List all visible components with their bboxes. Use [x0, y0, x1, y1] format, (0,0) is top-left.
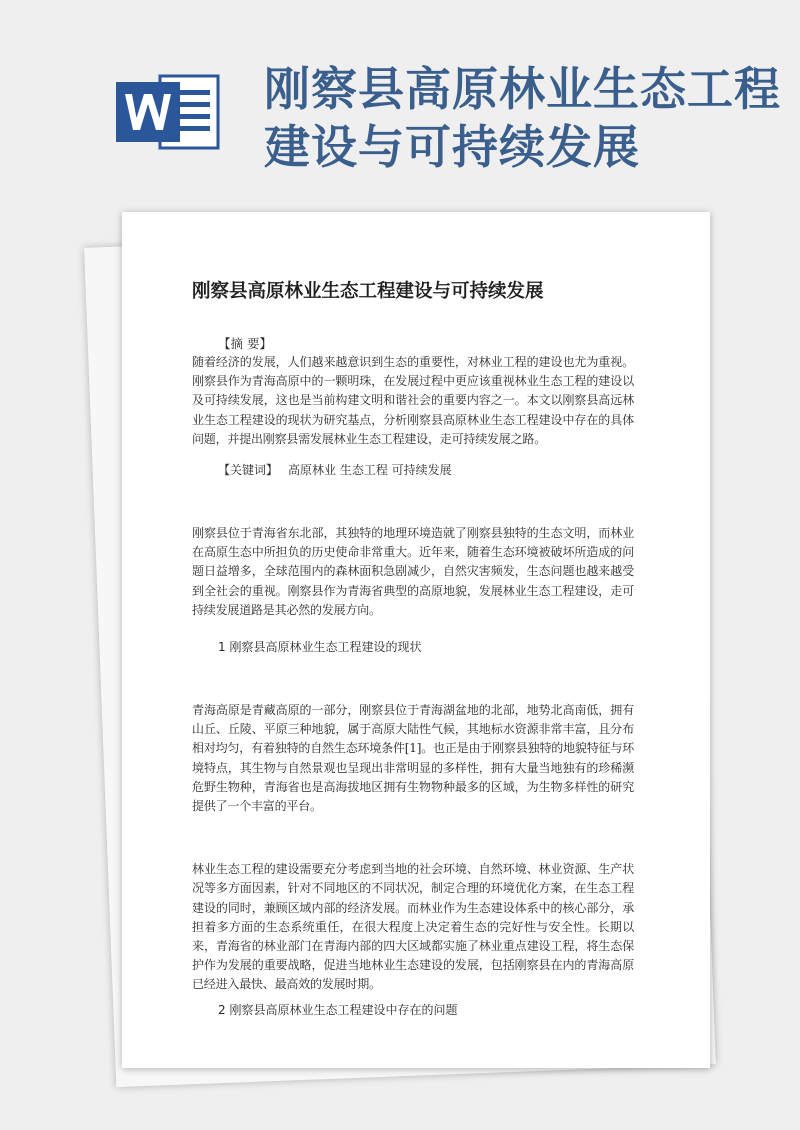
document-title: 刚察县高原林业生态工程建设与可持续发展 [192, 281, 544, 302]
section-1-paragraph-1: 青海高原是青藏高原的一部分，刚察县位于青海湖盆地的北部，地势北高南低，拥有山丘、丘陵、平原三种地貌，属于高原大陆性气候，其地标水资源非常丰富，且分布相对均匀，有着独特的自然生态环境条件[1]。也正是由于刚察县独特的地貌特征与环境特点，其生物与自然景观也呈现出非常明显的多样性，拥有大量当地独有的珍稀濒危野生物种，青海省也是高海拔地区拥有生物物种最多的区域，为生物多样性的研究提供了一个丰富的平台。 [192, 703, 634, 814]
spacer [192, 480, 634, 524]
spacer [192, 816, 634, 860]
abstract-label: 【摘 要】 [218, 336, 272, 351]
document-page [122, 212, 710, 1068]
document-body [192, 278, 634, 1020]
preview-banner [0, 0, 800, 200]
keywords-line [192, 461, 634, 480]
word-document-icon [116, 72, 220, 152]
spacer [192, 657, 634, 701]
intro-paragraph: 刚察县位于青海省东北部，其独特的地理环境造就了刚察县独特的生态文明，而林业在高原生态中所担负的历史使命非常重大。近年来，随着生态环境被破坏所造成的问题日益增多，全球范围内的森林面积急剧减少，自然灾害频发，生态问题也越来越受到全社会的重视。刚察县作为青海省典型的高原地貌，发展林业生态工程建设，走可持续发展道路是其必然的发展方向。 [192, 526, 634, 617]
banner-title: 刚察县高原林业生态工程建设与可持续发展 [264, 62, 781, 174]
section-2-heading: 2 刚察县高原林业生态工程建设中存在的问题 [218, 1002, 458, 1017]
keywords-text: 高原林业 生态工程 可持续发展 [288, 463, 452, 478]
section-1-paragraph-2: 林业生态工程的建设需要充分考虑到当地的社会环境、自然环境、林业资源、生产状况等多方面因素，针对不同地区的不同状况，制定合理的环境优化方案，在生态工程建设的同时，兼顾区域内部的经济发展。而林业作为生态建设体系中的核心部分，承担着多方面的生态系统重任，在很大程度上决定着生态的完好性与安全性。长期以来，青海省的林业部门在青海内部的四大区域都实施了林业重点建设工程，将生态保护作为发展的重要战略，促进当地林业生态建设的发展，包括刚察县在内的青海高原已经进入最快、最高效的发展时期。 [192, 862, 634, 992]
abstract-text: 随着经济的发展，人们越来越意识到生态的重要性，对林业工程的建设也尤为重视。刚察县作为青海高原中的一颗明珠，在发展过程中更应该重视林业生态工程的建设以及可持续发展，这也是当前构建文明和谐社会的重要内容之一。本文以刚察县高远林业生态工程建设的现状为研究基点，分析刚察县高原林业生态工程建设中存在的具体问题，并提出刚察县需发展林业生态工程建设，走可持续发展之路。 [192, 355, 634, 446]
keywords-label: 【关键词】 [218, 463, 279, 478]
section-1-heading: 1 刚察县高原林业生态工程建设的现状 [218, 640, 422, 655]
spacer [192, 620, 634, 638]
